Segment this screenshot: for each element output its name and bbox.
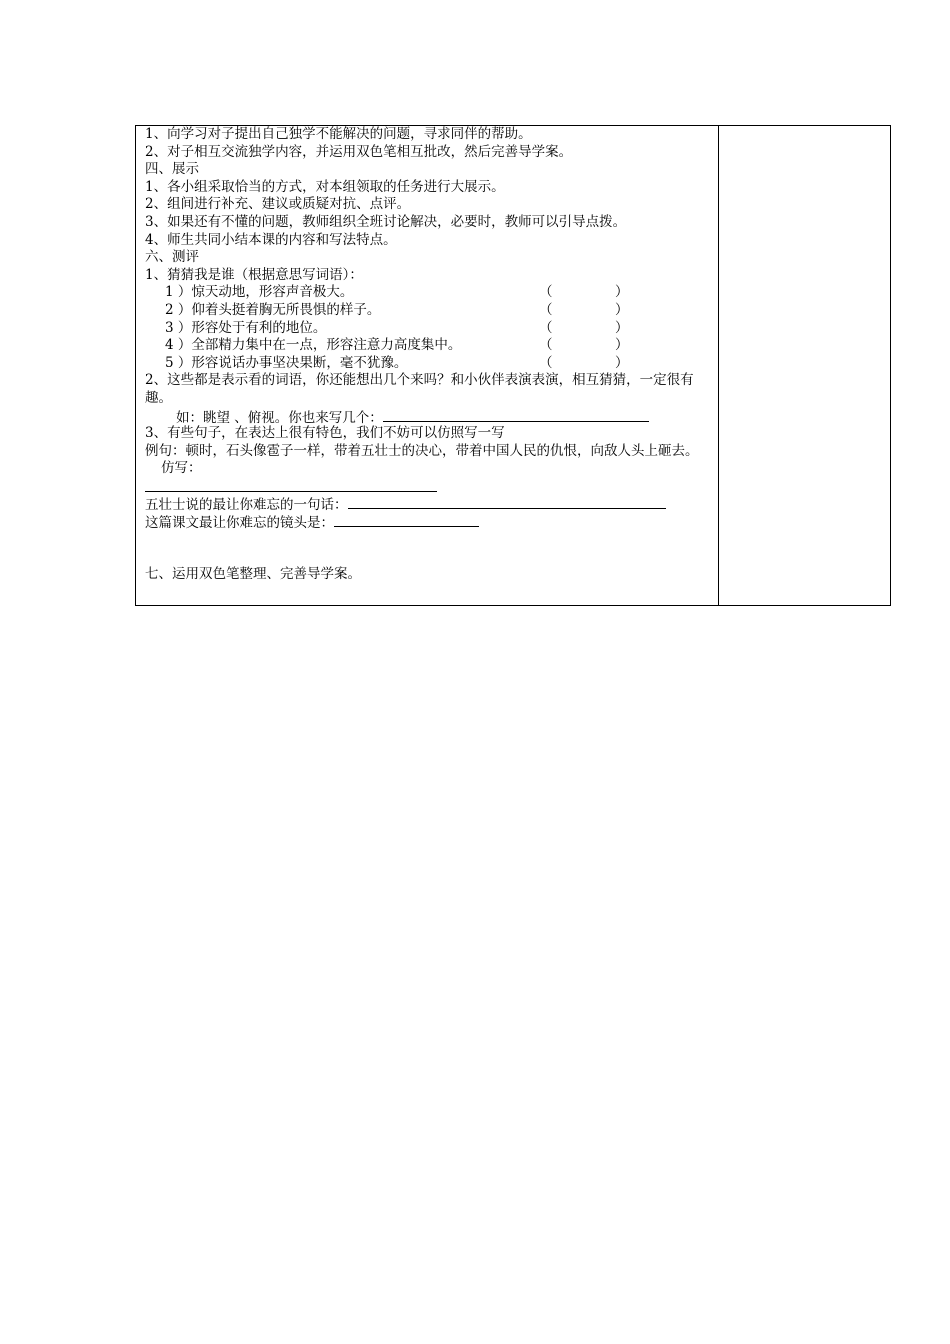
answer-blank[interactable] bbox=[348, 495, 666, 509]
guess-item-text: 形容处于有利的地位。 bbox=[191, 319, 327, 336]
guess-item bbox=[145, 320, 712, 338]
guess-item-number: 2 ） bbox=[165, 301, 192, 318]
quote-question bbox=[145, 495, 712, 513]
worksheet-table bbox=[135, 125, 891, 606]
section-heading-test: 六、测评 bbox=[145, 249, 199, 266]
answer-paren-close: ） bbox=[615, 337, 629, 354]
answer-paren-close: ） bbox=[615, 354, 629, 371]
example-prompt: 如：眺望 、俯视。你也来写几个： bbox=[176, 409, 383, 426]
imitate-line bbox=[145, 478, 712, 496]
guess-item bbox=[145, 337, 712, 355]
guess-item bbox=[145, 284, 712, 302]
pair-step-2: 2、对子相互交流独学内容，并运用双色笔相互批改，然后完善导学案。 bbox=[145, 143, 573, 160]
guess-item-number: 5 ） bbox=[165, 354, 192, 371]
test-question-3: 3、有些句子，在表达上很有特色，我们不妨可以仿照写一写 bbox=[145, 425, 505, 442]
answer-paren-close: ） bbox=[615, 319, 629, 336]
worksheet-content-cell bbox=[136, 126, 718, 605]
section-heading-show: 四、展示 bbox=[145, 161, 199, 178]
answer-paren-open: （ bbox=[539, 354, 553, 371]
show-step-2: 2、组间进行补充、建议或质疑对抗、点评。 bbox=[145, 196, 411, 213]
notes-cell[interactable] bbox=[719, 126, 890, 605]
guess-item-text: 惊天动地，形容声音极大。 bbox=[191, 284, 354, 301]
guess-item-text: 全部精力集中在一点，形容注意力高度集中。 bbox=[191, 337, 462, 354]
section-heading-organize: 七、运用双色笔整理、完善导学案。 bbox=[145, 565, 361, 582]
guess-item bbox=[145, 302, 712, 320]
guess-item bbox=[145, 355, 712, 373]
show-step-1: 1、各小组采取恰当的方式，对本组领取的任务进行大展示。 bbox=[145, 178, 505, 195]
show-step-3: 3、如果还有不懂的问题，教师组织全班讨论解决，必要时，教师可以引导点拨。 bbox=[145, 213, 627, 230]
test-question-2: 2、这些都是表示看的词语，你还能想出几个来吗？和小伙伴表演表演，相互猜猜，一定很有趣。 bbox=[145, 372, 694, 406]
answer-blank[interactable] bbox=[383, 408, 649, 422]
answer-paren-close: ） bbox=[615, 284, 629, 301]
test-question-3-example: 例句：顿时，石头像雹子一样，带着五壮士的决心，带着中国人民的仇恨，向敌人头上砸去。 bbox=[145, 442, 699, 459]
pair-step-1: 1、向学习对子提出自己独学不能解决的问题，寻求同伴的帮助。 bbox=[145, 126, 532, 142]
guess-item-number: 1 ） bbox=[165, 284, 192, 301]
answer-blank[interactable] bbox=[334, 513, 479, 527]
scene-prompt: 这篇课文最让你难忘的镜头是： bbox=[145, 515, 334, 532]
scene-question bbox=[145, 513, 712, 531]
test-question-1: 1、猜猜我是谁（根据意思写词语）： bbox=[145, 266, 363, 283]
answer-paren-open: （ bbox=[539, 284, 553, 301]
guess-item-number: 4 ） bbox=[165, 337, 192, 354]
answer-paren-close: ） bbox=[615, 301, 629, 318]
test-question-2-example bbox=[145, 408, 712, 426]
imitate-label: 仿写： bbox=[161, 460, 202, 477]
answer-paren-open: （ bbox=[539, 337, 553, 354]
quote-prompt: 五壮士说的最让你难忘的一句话： bbox=[145, 497, 348, 514]
guess-item-text: 形容说话办事坚决果断，毫不犹豫。 bbox=[191, 354, 408, 371]
answer-paren-open: （ bbox=[539, 301, 553, 318]
answer-paren-open: （ bbox=[539, 319, 553, 336]
show-step-4: 4、师生共同小结本课的内容和写法特点。 bbox=[145, 231, 397, 248]
guess-item-text: 仰着头挺着胸无所畏惧的样子。 bbox=[191, 301, 381, 318]
guess-item-number: 3 ） bbox=[165, 319, 192, 336]
spacer bbox=[145, 531, 712, 566]
answer-blank[interactable] bbox=[145, 478, 437, 492]
